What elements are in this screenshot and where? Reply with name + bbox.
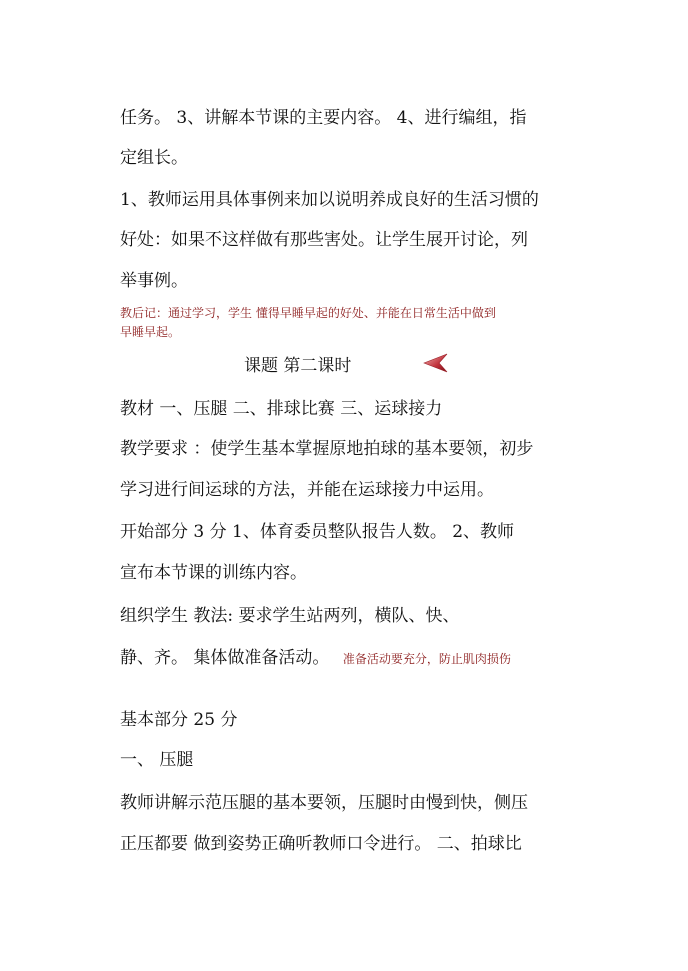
paragraph-line: 正压都要 做到姿势正确听教师口令进行。 二、拍球比 — [120, 834, 522, 854]
subsection-heading: 一、 压腿 — [120, 750, 194, 770]
paragraph-line: 举事例。 — [120, 271, 188, 291]
red-arrow-pointer-icon — [422, 352, 448, 374]
paragraph-line: 1、教师运用具体事例来加以说明养成良好的生活习惯的 — [120, 190, 539, 210]
paragraph-line: 好处：如果不这样做有那些害处。让学生展开讨论，列 — [120, 230, 528, 250]
paragraph-line: 教学要求 ：使学生基本掌握原地拍球的基本要领，初步 — [120, 439, 534, 459]
paragraph-line: 任务。 3、讲解本节课的主要内容。 4、进行编组，指 — [120, 108, 527, 128]
teaching-reflection-note: 教后记：通过学习，学生 懂得早睡早起的好处、并能在日常生活中做到 — [120, 306, 496, 320]
paragraph-line: 教师讲解示范压腿的基本要领，压腿时由慢到快，侧压 — [120, 793, 528, 813]
paragraph-line: 学习进行间运球的方法，并能在运球接力中运用。 — [120, 480, 494, 500]
teaching-reflection-note-continued: 早睡早起。 — [120, 325, 181, 339]
lesson-title: 课题 第二课时 — [244, 356, 352, 376]
paragraph-line: 宣布本节课的训练内容。 — [120, 563, 307, 583]
paragraph-line: 定组长。 — [120, 148, 188, 168]
paragraph-line: 教材 一、压腿 二、排球比赛 三、运球接力 — [120, 399, 443, 419]
paragraph-line — [120, 650, 511, 667]
warmup-note: 准备活动要充分，防止肌肉损伤 — [342, 652, 511, 666]
paragraph-line: 开始部分 3 分 1、体育委员整队报告人数。 2、教师 — [120, 522, 515, 542]
paragraph-text: 静、齐。 集体做准备活动。 — [120, 648, 330, 668]
section-heading: 基本部分 25 分 — [120, 710, 238, 730]
paragraph-line: 组织学生 教法: 要求学生站两列，横队、快、 — [120, 606, 460, 626]
